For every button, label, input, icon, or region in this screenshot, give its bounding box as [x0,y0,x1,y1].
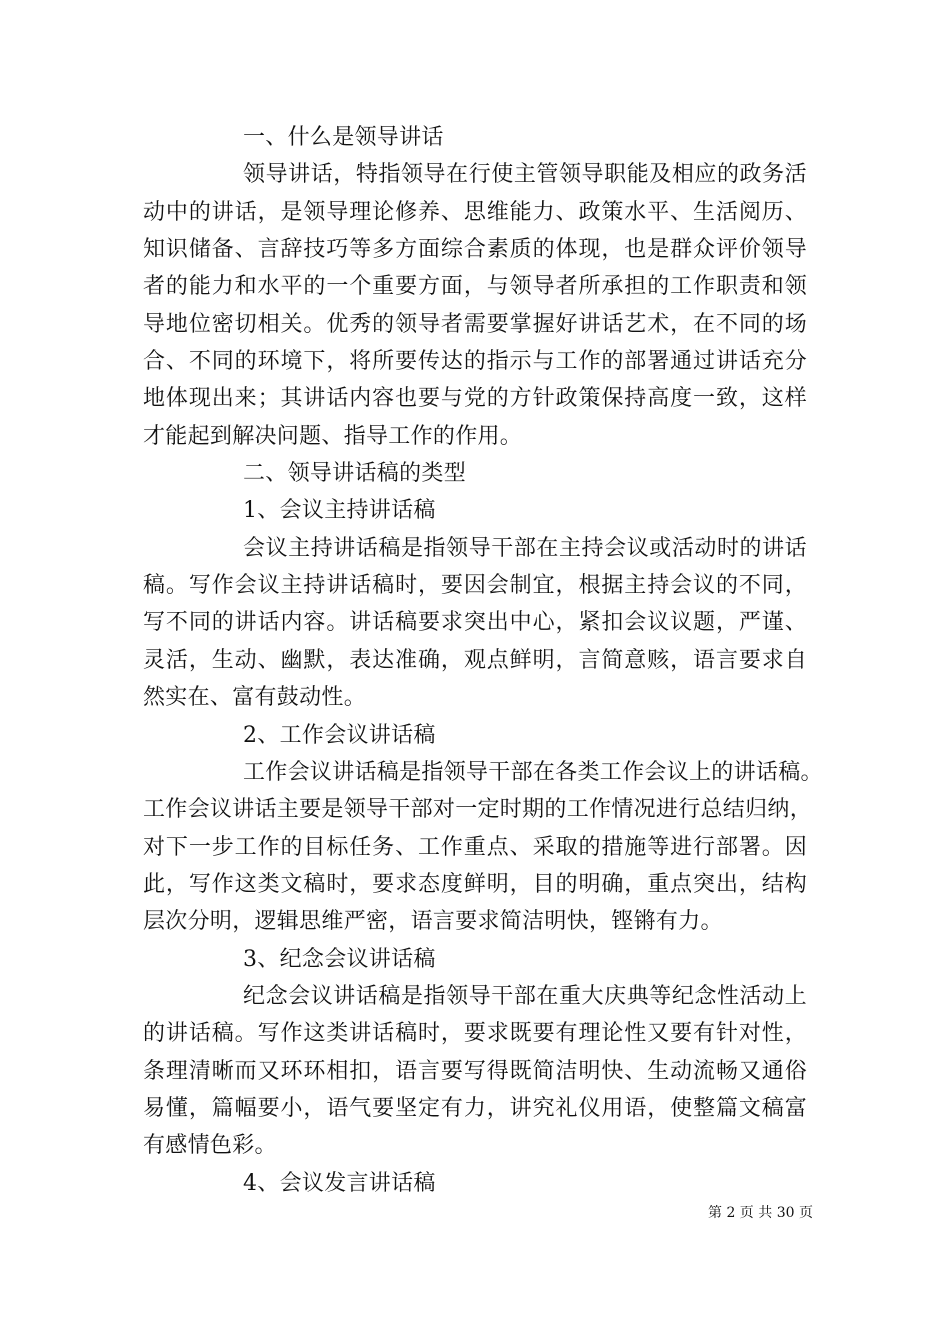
text-line: 合、不同的环境下，将所要传达的指示与工作的部署通过讲话充分 [143,349,807,375]
text-line: 工作会议讲话主要是领导干部对一定时期的工作情况进行总结归纳， [143,797,813,823]
text-line: 稿。写作会议主持讲话稿时，要因会制宜，根据主持会议的不同， [143,573,807,599]
text-line: 会议主持讲话稿是指领导干部在主持会议或活动时的讲话 [243,535,807,561]
text-line: 易懂，篇幅要小，语气要坚定有力，讲究礼仪用语，使整篇文稿富 [143,1095,807,1121]
section-heading: 2、工作会议讲话稿 [243,722,436,748]
text-line: 领导讲话，特指领导在行使主管领导职能及相应的政务活 [243,162,807,188]
page-number-footer: 第 2 页 共 30 页 [708,1205,813,1221]
text-line: 对下一步工作的目标任务、工作重点、采取的措施等进行部署。因 [143,834,807,860]
text-line: 层次分明，逻辑思维严密，语言要求简洁明快，铿锵有力。 [143,909,723,935]
text-line: 地体现出来；其讲话内容也要与党的方针政策保持高度一致，这样 [143,386,807,412]
text-line: 的讲话稿。写作这类讲话稿时，要求既要有理论性又要有针对性， [143,1021,807,1047]
section-heading: 3、纪念会议讲话稿 [243,946,436,972]
text-line: 知识储备、言辞技巧等多方面综合素质的体现，也是群众评价领导 [143,237,807,263]
text-line: 导地位密切相关。优秀的领导者需要掌握好讲话艺术，在不同的场 [143,311,807,337]
text-line: 有感情色彩。 [143,1133,277,1159]
document-body [143,119,823,1202]
text-line: 纪念会议讲话稿是指领导干部在重大庆典等纪念性活动上 [243,983,807,1009]
text-line: 动中的讲话，是领导理论修养、思维能力、政策水平、生活阅历、 [143,199,807,225]
section-heading: 4、会议发言讲话稿 [243,1170,436,1196]
section-heading: 一、什么是领导讲话 [243,125,444,150]
text-line: 然实在、富有鼓动性。 [143,685,367,711]
text-line: 写不同的讲话内容。讲话稿要求突出中心，紧扣会议议题，严谨、 [143,610,807,636]
text-line: 工作会议讲话稿是指领导干部在各类工作会议上的讲话稿。 [243,759,823,785]
text-line: 条理清晰而又环环相扣，语言要写得既简洁明快、生动流畅又通俗 [143,1058,807,1084]
text-line: 灵活，生动、幽默，表达准确，观点鲜明，言简意赅，语言要求自 [143,647,807,673]
section-heading: 二、领导讲话稿的类型 [243,461,467,487]
text-line: 者的能力和水平的一个重要方面，与领导者所承担的工作职责和领 [143,274,807,300]
text-line: 才能起到解决问题、指导工作的作用。 [143,423,523,449]
section-heading: 1、会议主持讲话稿 [243,498,436,524]
text-line: 此，写作这类文稿时，要求态度鲜明，目的明确，重点突出，结构 [143,871,807,897]
